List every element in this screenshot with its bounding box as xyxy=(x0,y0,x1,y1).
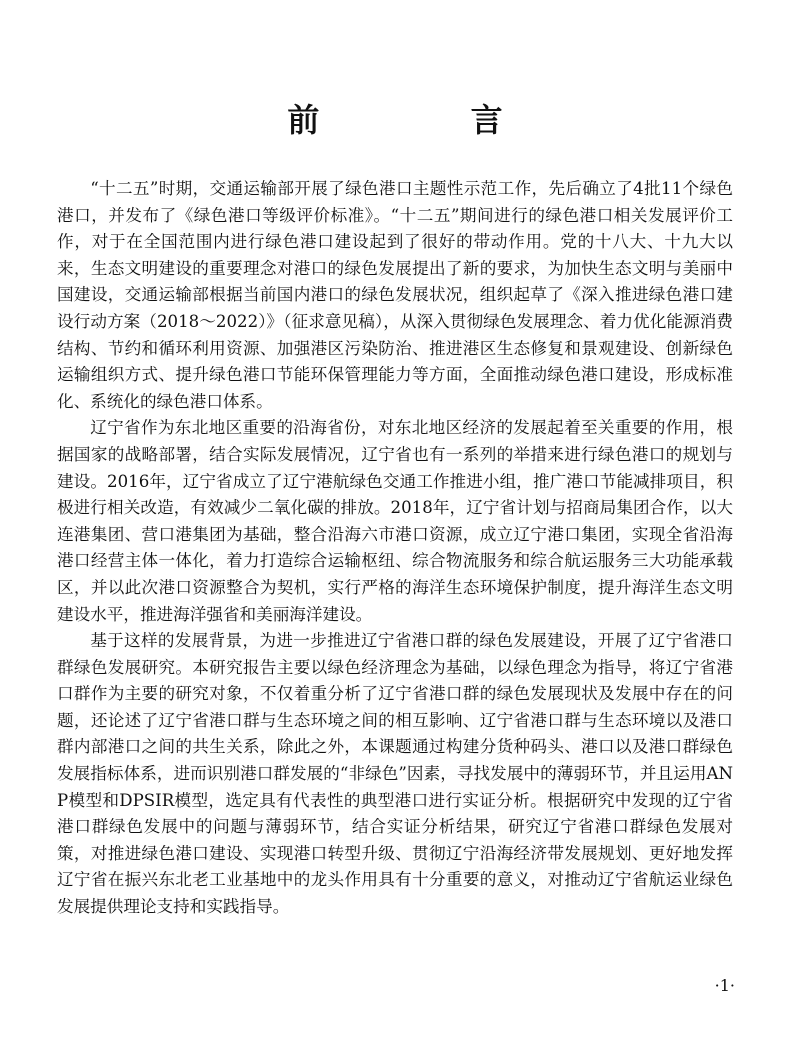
page-title: 前 言 xyxy=(287,101,573,139)
page-number: ·1· xyxy=(714,976,735,995)
paragraph-3: 基于这样的发展背景，为进一步推进辽宁省港口群的绿色发展建设，开展了辽宁省港口群绿色发展研究。本研究报告主要以绿色经济理念为基础，以绿色理念为指导，将辽宁省港口群作为主要的研究对象，不仅着重分析了辽宁省港口群的绿色发展现状及发展中存在的问题，还论述了辽宁省港口群与生态环境之间的相互影响、辽宁省港口群与生态环境以及港口群内部港口之间的共生关系，除此之外，本课题通过构建分货种码头、港口以及港口群绿色发展指标体系，进而识别港口群发展的“非绿色”因素，寻找发展中的薄弱环节，并且运用ANP模型和DPSIR模型，选定具有代表性的典型港口进行实证分析。根据研究中发现的辽宁省港口群绿色发展中的问题与薄弱环节，结合实证分析结果，研究辽宁省港口群绿色发展对策，对推进绿色港口建设、实现港口转型升级、贯彻辽宁沿海经济带发展规划、更好地发挥辽宁省在振兴东北老工业基地中的龙头作用具有十分重要的意义，对推动辽宁省航运业绿色发展提供理论支持和实践指导。 xyxy=(57,631,733,917)
paragraph-1: “十二五”时期，交通运输部开展了绿色港口主题性示范工作，先后确立了4批11个绿色港口，并发布了《绿色港口等级评价标准》。“十二五”期间进行的绿色港口相关发展评价工作，对于在全国范围内进行绿色港口建设起到了很好的带动作用。党的十八大、十九大以来，生态文明建设的重要理念对港口的绿色发展提出了新的要求，为加快生态文明与美丽中国建设，交通运输部根据当前国内港口的绿色发展状况，组织起草了《深入推进绿色港口建设行动方案（2018～2022）》（征求意见稿），从深入贯彻绿色发展理念、着力优化能源消费结构、节约和循环利用资源、加强港区污染防治、推进港区生态修复和景观建设、创新绿色运输组织方式、提升绿色港口节能环保管理能力等方面，全面推动绿色港口建设，形成标准化、系统化的绿色港口体系。 xyxy=(57,179,733,411)
paragraph-2: 辽宁省作为东北地区重要的沿海省份，对东北地区经济的发展起着至关重要的作用，根据国家的战略部署，结合实际发展情况，辽宁省也有一系列的举措来进行绿色港口的规划与建设。2016年，辽宁省成立了辽宁港航绿色交通工作推进小组，推广港口节能减排项目，积极进行相关改造，有效减少二氧化碳的排放。2018年，辽宁省计划与招商局集团合作，以大连港集团、营口港集团为基础，整合沿海六市港口资源，成立辽宁港口集团，实现全省沿海港口经营主体一体化，着力打造综合运输枢纽、综合物流服务和综合航运服务三大功能承载区，并以此次港口资源整合为契机，实行严格的海洋生态环境保护制度，提升海洋生态文明建设水平，推进海洋强省和美丽海洋建设。 xyxy=(57,418,733,624)
body-text xyxy=(57,176,733,921)
